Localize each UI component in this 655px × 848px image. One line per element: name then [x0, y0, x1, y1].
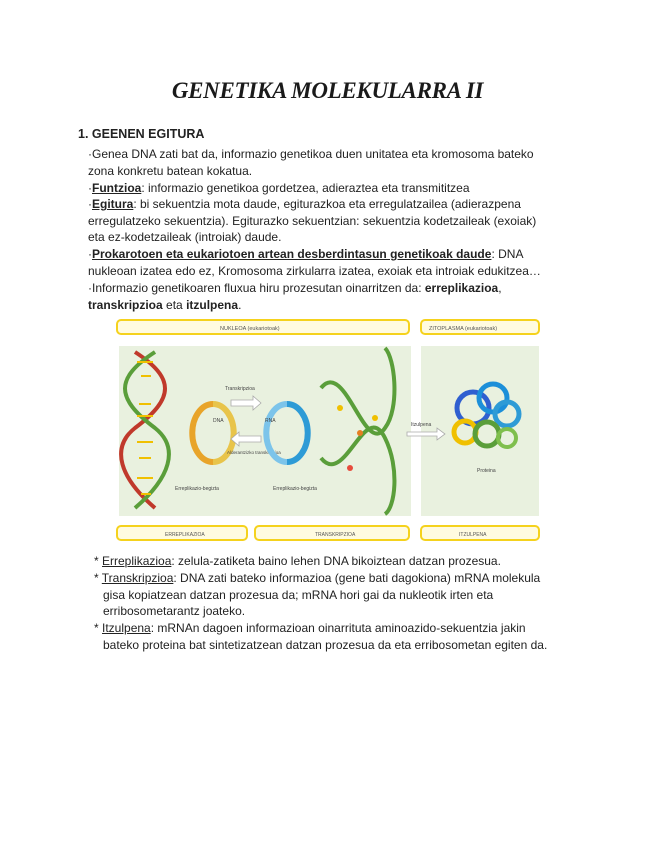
text-line: : DNA zati bateko informazioa (gene bati dagokiona) mRNA molekula: [173, 571, 541, 585]
dot: ·: [88, 247, 92, 261]
dna-label: DNA: [213, 418, 224, 424]
list-item: [94, 570, 594, 620]
paragraph-differences: [88, 246, 588, 279]
term-replication: erreplikazioa: [424, 281, 499, 295]
translation-arrow-label: Itzulpena: [411, 422, 432, 428]
bullet-star: *: [94, 554, 103, 568]
text-line: gisa kopiatzean datzan prozesua da; mRNA hori gai da nukleotik irten eta: [103, 587, 494, 602]
dot: ·: [88, 181, 92, 195]
rna-label: RNA: [265, 418, 276, 424]
period: .: [238, 297, 242, 312]
text-line: erregulatzeko sekuentzia). Egiturazko sekuentzian: sekuentzia kodetzaileak (exoiak): [88, 213, 537, 228]
text-line: : zelula-zatiketa baino lehen DNA bikoiztean datzan prozesua.: [171, 554, 501, 568]
bottom-label-translation: ITZULPENA: [459, 532, 487, 538]
bottom-label-replication: ERREPLIKAZIOA: [165, 532, 205, 538]
text-line: : mRNAn dagoen informazioan oinarrituta aminoazido-sekuentzia jakin: [150, 621, 526, 635]
text-line: erribosometarantz joateko.: [103, 604, 246, 618]
paragraph-flow: [88, 280, 588, 313]
transcription-label: Transkripzioa: [225, 386, 255, 392]
comma: ,: [498, 281, 502, 295]
text-line: zona konkretu batean kokatua.: [88, 163, 253, 178]
bullet-star: *: [94, 571, 102, 585]
text-line: eta: [162, 297, 187, 312]
paragraph-structure: [88, 196, 588, 246]
protein-label: Proteina: [477, 468, 496, 474]
term-structure: Egitura: [92, 197, 134, 211]
term-differences: Prokarotoen eta eukariotoen artean desberdintasun genetikoak daude: [92, 247, 492, 261]
term-function: Funtzioa: [92, 181, 142, 195]
term-translation: itzulpena: [186, 297, 239, 312]
text-line: : bi sekuentzia mota daude, egiturazkoa eta erregulatzailea (adierazpena: [133, 197, 521, 211]
text-line: bateko proteina bat sintetizatzean datzan prozesua da eta erribosometan egiten da.: [103, 637, 548, 652]
term-transcription: transkripzioa: [88, 297, 163, 312]
list-item: [94, 553, 594, 570]
reverse-transcription-label: Alderantzizko transkripzioa: [227, 450, 281, 455]
replication-loop-label-1: Erreplikazio-begizta: [175, 486, 219, 492]
genetic-flow-diagram: [115, 318, 543, 544]
nucleus-label: NUKLEOA (eukariotoak): [220, 326, 280, 332]
paragraph-gene-definition: [88, 146, 588, 179]
term-translation-def: Itzulpena: [102, 621, 151, 635]
text-line: ·Informazio genetikoaren fluxua hiru prozesutan oinarritzen da:: [88, 281, 425, 295]
term-replication-def: Erreplikazioa: [102, 554, 172, 568]
list-item: [94, 620, 594, 653]
text-line: nukleoan izatea edo ez, Kromosoma zirkularra izatea, exoiak eta introiak edukitzea…: [88, 263, 541, 278]
page-title: GENETIKA MOLEKULARRA II: [171, 78, 484, 103]
dot: ·: [88, 197, 92, 211]
paragraph-function: [88, 180, 588, 197]
replication-loop-label-2: Erreplikazio-begizta: [273, 486, 317, 492]
section-heading: 1. GEENEN EGITURA: [78, 127, 205, 141]
text-line: : informazio genetikoa gordetzea, adieraztea eta transmititzea: [141, 181, 470, 195]
cytoplasm-label: ZITOPLASMA (eukariotoak): [429, 326, 498, 332]
text-line: eta ez-kodetzaileak (introiak) daude.: [88, 230, 282, 244]
text-line: ·Genea DNA zati bat da, informazio genetikoa duen unitatea eta kromosoma bateko: [88, 147, 534, 161]
bottom-label-transcription: TRANSKRIPZIOA: [315, 532, 356, 538]
text-line: : DNA: [491, 247, 524, 261]
term-transcription-def: Transkripzioa: [101, 571, 174, 585]
bullet-star: *: [94, 621, 103, 635]
